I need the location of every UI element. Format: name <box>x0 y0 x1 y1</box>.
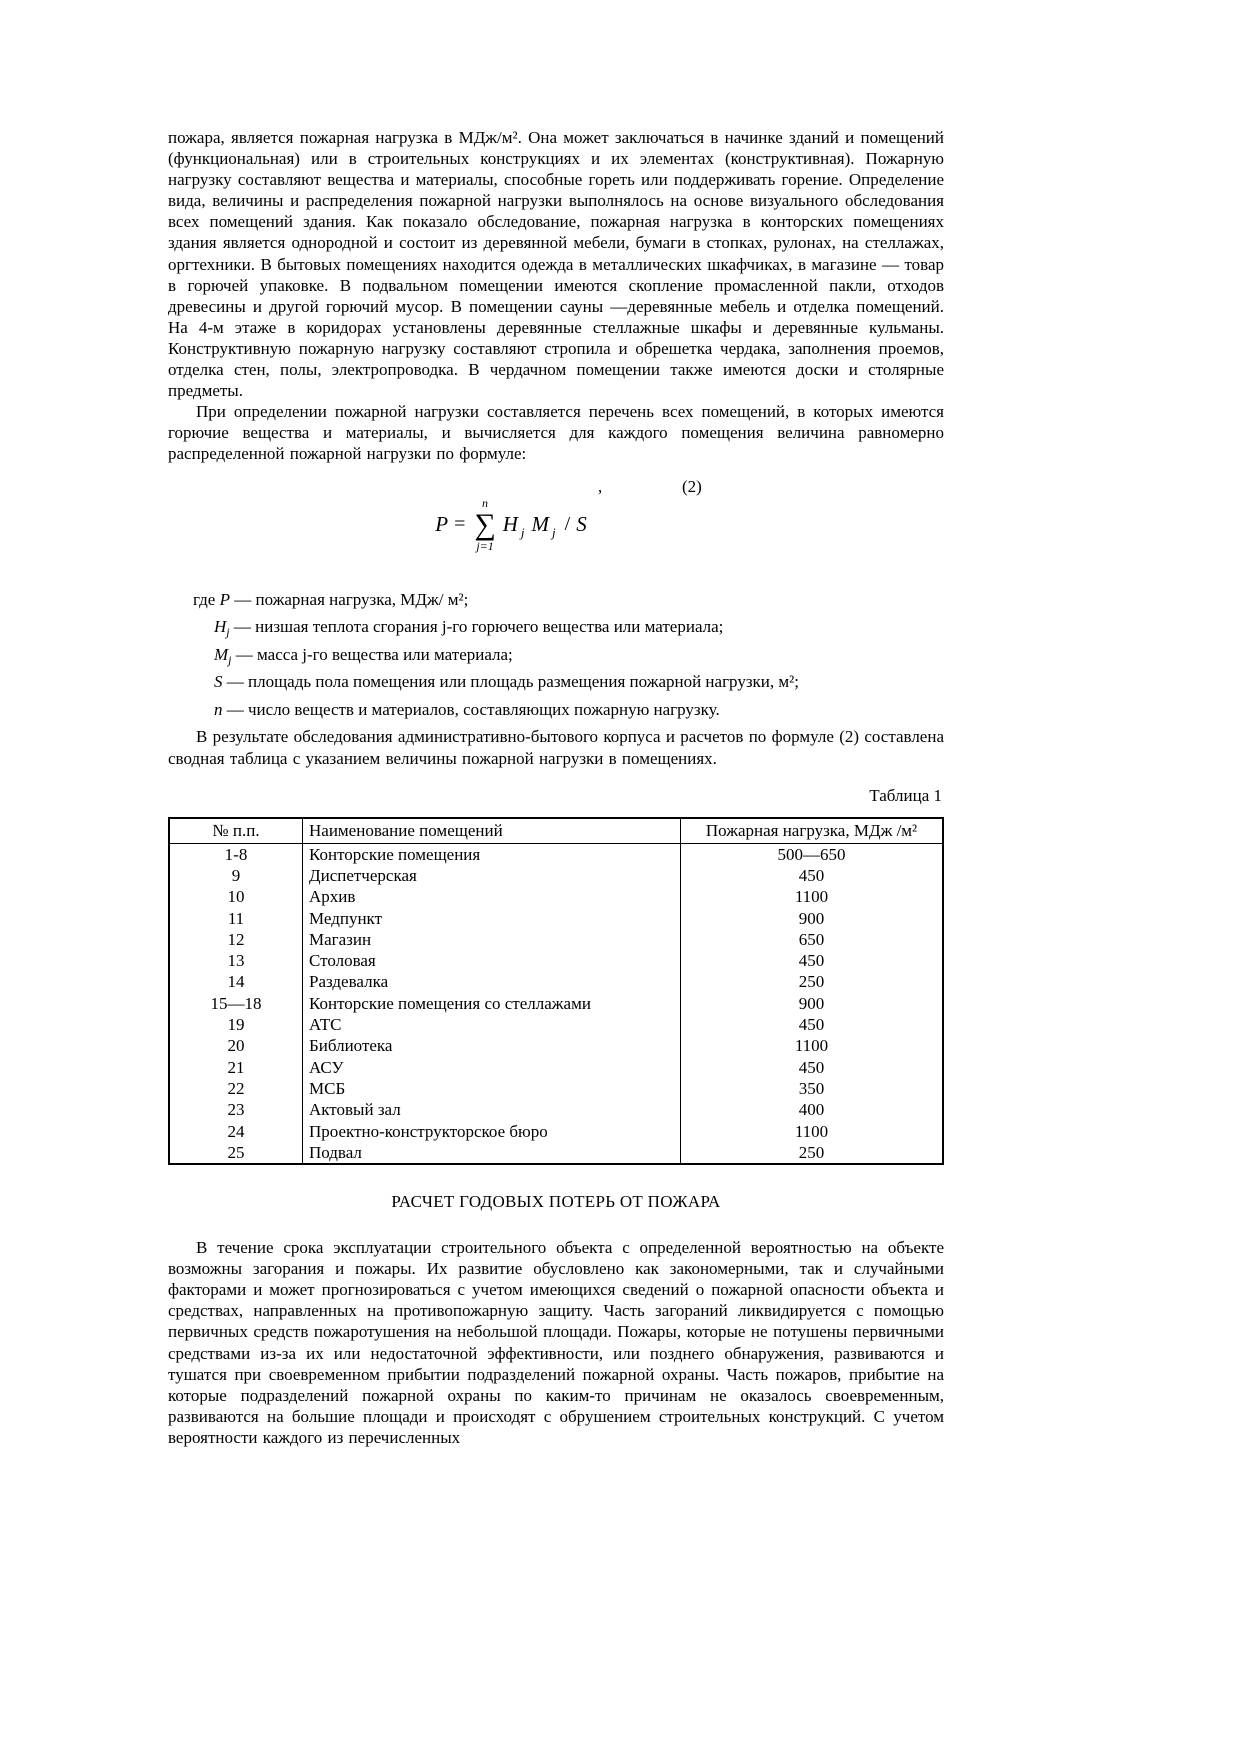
sum-symbol <box>474 497 495 553</box>
cell-room-name: Диспетчерская <box>303 865 681 886</box>
cell-fire-load: 650 <box>681 929 944 950</box>
table-row <box>169 908 943 929</box>
cell-fire-load: 400 <box>681 1099 944 1120</box>
cell-fire-load: 450 <box>681 950 944 971</box>
cell-room-name: Конторские помещения <box>303 843 681 865</box>
table-row <box>169 971 943 992</box>
section-heading: РАСЧЕТ ГОДОВЫХ ПОТЕРЬ ОТ ПОЖАРА <box>391 1192 721 1212</box>
cell-fire-load: 500—650 <box>681 843 944 865</box>
cell-fire-load: 1100 <box>681 1121 944 1142</box>
cell-room-name: Магазин <box>303 929 681 950</box>
definition-term: n <box>214 699 223 719</box>
formula-term-m-subscript: j <box>552 524 556 540</box>
cell-room-name: Конторские помещения со стеллажами <box>303 993 681 1014</box>
cell-fire-load: 1100 <box>681 886 944 907</box>
paragraph-survey-result: В результате обследования административно-бытового корпуса и расчетов по формуле (2) составлена сводная таблица с указанием величины пожарной нагрузки в помещениях. <box>168 727 944 768</box>
cell-number: 12 <box>169 929 303 950</box>
cell-fire-load: 250 <box>681 1142 944 1164</box>
table-row <box>169 929 943 950</box>
cell-fire-load: 350 <box>681 1078 944 1099</box>
table-row <box>169 865 943 886</box>
paragraph-fire-load-description: пожара, является пожарная нагрузка в МДж/м². Она может заключаться в начинке зданий и помещений (функциональная) или в строительных конструкциях и их элементах (конструктивная). Пожарную нагрузку составляют вещества и материалы, способные гореть или поддерживать горение. Определение вида, величины и распределения пожарной нагрузки выполнялось на основе визуального обследования всех помещений здания. Как показало обследование, пожарная нагрузка в конторских помещениях здания является однородной и состоит из деревянной мебели, бумаги в стопках, рулонах, на стеллажах, оргтехники. В бытовых помещениях находится одежда в металлических шкафчиках, в магазине — товар в горючей упаковке. В подвальном помещении имеются скопление промасленной пакли, отходов древесины и другой горючий мусор. В помещении сауны —деревянные мебель и отделка помещений. На 4-м этаже в коридорах установлены деревянные стеллажные шкафы и деревянные кульманы. Конструктивную пожарную нагрузку составляют стропила и обрешетка чердака, заполнения проемов, отделка стен, полы, электропроводка. В чердачном помещении также имеются доски и столярные предметы. <box>168 128 944 401</box>
formula-divide-sign: / <box>564 513 571 536</box>
cell-number: 13 <box>169 950 303 971</box>
definition-line-p <box>168 589 944 617</box>
cell-room-name: Подвал <box>303 1142 681 1164</box>
table-row <box>169 1057 943 1078</box>
table-caption: Таблица 1 <box>869 785 942 805</box>
table-row <box>169 1099 943 1120</box>
paragraph-fire-load-procedure: При определении пожарной нагрузки составляется перечень всех помещений, в которых имеются горючие вещества и материалы, и вычисляется для каждого помещения величина равномерно распределенной пожарной нагрузки по формуле: <box>168 402 944 464</box>
cell-number: 25 <box>169 1142 303 1164</box>
formula-definitions <box>168 589 944 727</box>
definition-line-h <box>168 616 944 644</box>
table-body <box>169 843 943 1164</box>
definition-term: P <box>219 589 230 609</box>
cell-room-name: АСУ <box>303 1057 681 1078</box>
definition-text: — низшая теплота сгорания j-го горючего вещества или материала; <box>229 617 724 637</box>
cell-fire-load: 450 <box>681 1014 944 1035</box>
table-row <box>169 886 943 907</box>
cell-fire-load: 900 <box>681 908 944 929</box>
cell-room-name: Актовый зал <box>303 1099 681 1120</box>
sum-lower-limit: j=1 <box>476 538 494 553</box>
cell-room-name: МСБ <box>303 1078 681 1099</box>
cell-number: 19 <box>169 1014 303 1035</box>
cell-fire-load: 1100 <box>681 1035 944 1056</box>
definition-line-m <box>168 644 944 672</box>
cell-number: 1-8 <box>169 843 303 865</box>
cell-number: 24 <box>169 1121 303 1142</box>
definition-text: — пожарная нагрузка, МДж/ м²; <box>229 589 469 609</box>
definition-text: — масса j-го вещества или материала; <box>231 644 513 664</box>
cell-number: 23 <box>169 1099 303 1120</box>
definition-subscript: j <box>228 652 232 667</box>
cell-fire-load: 900 <box>681 993 944 1014</box>
formula-term-p: P <box>435 512 449 537</box>
definition-term: M <box>214 644 229 664</box>
table-row <box>169 1035 943 1056</box>
fire-load-table <box>168 817 944 1165</box>
table-row <box>169 950 943 971</box>
formula-equation <box>123 497 899 553</box>
document-content <box>168 127 944 1448</box>
table-row <box>169 1142 943 1164</box>
cell-room-name: АТС <box>303 1014 681 1035</box>
header-number: № п.п. <box>169 818 303 844</box>
definition-prefix: где <box>193 589 220 609</box>
header-room-name: Наименование помещений <box>303 818 681 844</box>
table-row <box>169 843 943 865</box>
formula-block <box>168 477 944 573</box>
definition-line-s <box>168 671 944 699</box>
cell-room-name: Столовая <box>303 950 681 971</box>
cell-number: 21 <box>169 1057 303 1078</box>
definition-text: — площадь пола помещения или площадь размещения пожарной нагрузки, м²; <box>222 672 799 692</box>
cell-fire-load: 250 <box>681 971 944 992</box>
cell-number: 10 <box>169 886 303 907</box>
cell-number: 20 <box>169 1035 303 1056</box>
paragraph-annual-losses: В течение срока эксплуатации строительного объекта с определенной вероятностью на объекте возможны загорания и пожары. Их развитие обусловлено как закономерными, так и случайными факторами и может прогнозироваться с учетом имеющихся сведений о пожарной опасности объекта и средствах, направленных на противопожарную защиту. Часть загораний ликвидируется с помощью первичных средств пожаротушения на небольшой площади. Пожары, которые не потушены первичными средствами из-за их или недостаточной эффективности, или позднего обнаружения, развиваются и тушатся при своевременном прибытии подразделений пожарной охраны. Часть пожаров, прибытие на которые подразделений пожарной охраны по каким-то причинам не оказалось своевременным, развиваются на большие площади и происходят с обрушением строительных конструкций. С учетом вероятности каждого из перечисленных <box>168 1238 944 1447</box>
definition-line-n <box>168 699 944 727</box>
formula-term-s: S <box>576 512 587 537</box>
cell-room-name: Библиотека <box>303 1035 681 1056</box>
formula-term-m: M <box>531 512 550 537</box>
cell-room-name: Архив <box>303 886 681 907</box>
formula-equals-sign: = <box>454 513 466 536</box>
table-header <box>169 818 943 844</box>
table-header-row <box>169 818 943 844</box>
formula-comma: , <box>598 476 603 496</box>
definition-term: S <box>214 672 223 692</box>
table-row <box>169 1078 943 1099</box>
table-row <box>169 993 943 1014</box>
sum-upper-limit: n <box>482 495 489 510</box>
cell-number: 22 <box>169 1078 303 1099</box>
definition-subscript: j <box>226 625 230 640</box>
formula-number: (2) <box>682 476 702 496</box>
cell-number: 9 <box>169 865 303 886</box>
cell-number: 15—18 <box>169 993 303 1014</box>
table-row <box>169 1121 943 1142</box>
cell-room-name: Проектно-конструкторское бюро <box>303 1121 681 1142</box>
formula-term-h-subscript: j <box>520 524 525 540</box>
definition-term: H <box>214 617 227 637</box>
table-row <box>169 1014 943 1035</box>
cell-fire-load: 450 <box>681 1057 944 1078</box>
sigma-icon: ∑ <box>474 507 496 541</box>
cell-number: 14 <box>169 971 303 992</box>
cell-room-name: Раздевалка <box>303 971 681 992</box>
cell-number: 11 <box>169 908 303 929</box>
cell-fire-load: 450 <box>681 865 944 886</box>
cell-room-name: Медпункт <box>303 908 681 929</box>
header-fire-load: Пожарная нагрузка, МДж /м² <box>681 818 944 844</box>
formula-term-h: H <box>502 512 518 537</box>
definition-text: — число веществ и материалов, составляющих пожарную нагрузку. <box>222 699 720 719</box>
